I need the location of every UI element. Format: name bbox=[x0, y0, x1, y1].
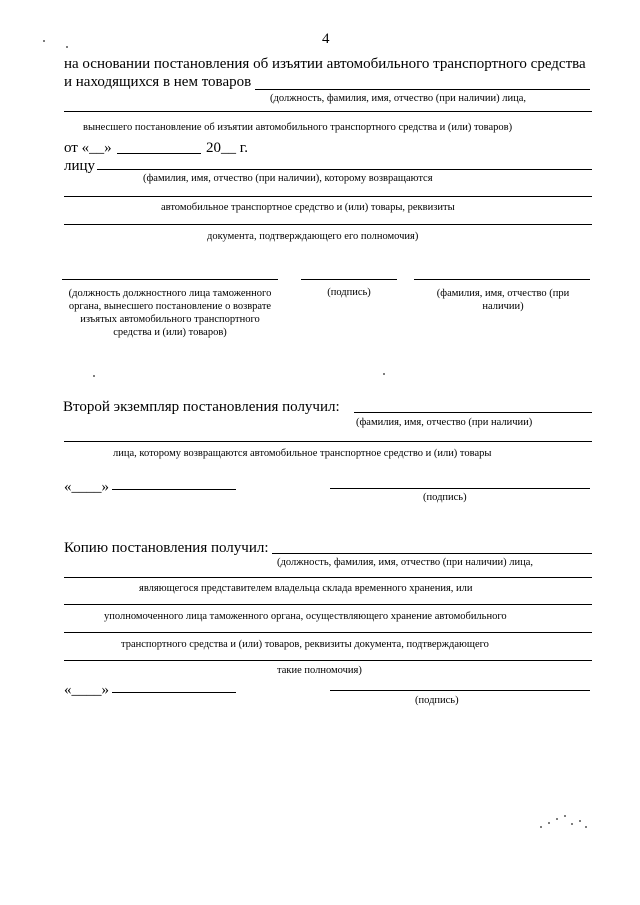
scan-speck bbox=[564, 815, 566, 817]
sign-col-fio-caption: (фамилия, имя, отчество (при наличии) bbox=[436, 288, 570, 312]
scan-speck bbox=[579, 820, 581, 822]
copy-signature-caption: (подпись) bbox=[415, 695, 459, 706]
sign-col-position-caption: (должность должностного лица таможенного органа, вынесшего постановление о возврате изъятых автомобильного транспортного средства и (или) товаров) bbox=[68, 288, 272, 338]
second-copy-date-label: «____» bbox=[64, 479, 109, 495]
date-month-line[interactable] bbox=[117, 153, 201, 154]
second-copy-caption-2: лица, которому возвращаются автомобильное транспортное средство и (или) товары bbox=[113, 448, 492, 459]
second-copy-name-line[interactable] bbox=[354, 412, 592, 413]
second-copy-line-2[interactable] bbox=[64, 441, 592, 442]
scan-speck bbox=[66, 46, 68, 48]
copy-received-name-line[interactable] bbox=[272, 553, 592, 554]
person-line-2[interactable] bbox=[64, 196, 592, 197]
second-copy-date-line[interactable] bbox=[112, 489, 236, 490]
page-number: 4 bbox=[322, 31, 330, 47]
copy-date-line[interactable] bbox=[112, 692, 236, 693]
sign-col-signature-caption: (подпись) bbox=[327, 287, 371, 298]
copy-caption-3: уполномоченного лица таможенного органа, осуществляющего хранение автомобильного bbox=[104, 611, 507, 622]
copy-line-5[interactable] bbox=[64, 660, 592, 661]
scan-speck bbox=[540, 826, 542, 828]
second-copy-label: Второй экземпляр постановления получил: bbox=[63, 399, 340, 415]
second-copy-signature-caption: (подпись) bbox=[423, 492, 467, 503]
official-caption-1: (должность, фамилия, имя, отчество (при наличии) лица, bbox=[270, 93, 527, 104]
intro-line-1: на основании постановления об изъятии автомобильного транспортного средства bbox=[64, 56, 586, 72]
official-name-line[interactable] bbox=[255, 89, 590, 90]
date-from-label: от «__» bbox=[64, 140, 112, 156]
second-copy-signature-line[interactable] bbox=[330, 488, 590, 489]
scan-speck bbox=[548, 822, 550, 824]
intro-line-2: и находящихся в нем товаров bbox=[64, 74, 252, 90]
scan-speck bbox=[383, 373, 385, 375]
copy-line-3[interactable] bbox=[64, 604, 592, 605]
copy-date-label: «____» bbox=[64, 682, 109, 698]
copy-line-2[interactable] bbox=[64, 577, 592, 578]
official-fio-line[interactable] bbox=[414, 279, 590, 280]
scan-speck bbox=[571, 823, 573, 825]
scan-speck bbox=[585, 826, 587, 828]
person-line-3[interactable] bbox=[64, 224, 592, 225]
copy-signature-line[interactable] bbox=[330, 690, 590, 691]
person-caption-1: (фамилия, имя, отчество (при наличии), которому возвращаются bbox=[143, 173, 433, 184]
person-name-line[interactable] bbox=[97, 169, 592, 170]
official-position-line[interactable] bbox=[62, 279, 278, 280]
second-copy-caption-1: (фамилия, имя, отчество (при наличии) bbox=[356, 417, 533, 428]
copy-caption-1: (должность, фамилия, имя, отчество (при наличии) лица, bbox=[277, 557, 534, 568]
person-caption-2: автомобильное транспортное средство и (или) товары, реквизиты bbox=[161, 202, 455, 213]
copy-received-label: Копию постановления получил: bbox=[64, 540, 269, 556]
scan-speck bbox=[93, 375, 95, 377]
copy-caption-5: такие полномочия) bbox=[277, 665, 362, 676]
scan-speck bbox=[43, 40, 45, 42]
copy-line-4[interactable] bbox=[64, 632, 592, 633]
copy-caption-4: транспортного средства и (или) товаров, реквизиты документа, подтверждающего bbox=[121, 639, 489, 650]
scan-speck bbox=[556, 818, 558, 820]
official-signature-line[interactable] bbox=[301, 279, 397, 280]
official-name-line-2[interactable] bbox=[64, 111, 592, 112]
person-caption-3: документа, подтверждающего его полномочия) bbox=[207, 231, 419, 242]
official-caption-2: вынесшего постановление об изъятии автомобильного транспортного средства и (или) товаров) bbox=[83, 122, 513, 133]
copy-caption-2: являющегося представителем владельца склада временного хранения, или bbox=[139, 583, 473, 594]
date-year-label: 20__ г. bbox=[206, 140, 248, 156]
person-label: лицу bbox=[64, 158, 96, 174]
